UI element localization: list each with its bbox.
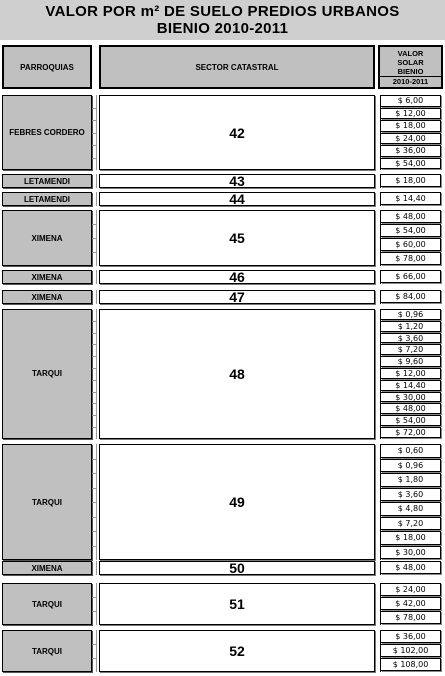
sector-catastral-cell: 48 — [99, 309, 375, 439]
row-guide-tick — [92, 224, 97, 225]
row-guide-tick — [92, 658, 97, 659]
parroquia-cell: XIMENA — [2, 270, 92, 284]
valor-cell: $ 4,80 — [381, 502, 441, 516]
valor-cell: $ 42,00 — [381, 597, 441, 610]
valor-cell: $ 84,00 — [381, 290, 441, 303]
header-valor-solar — [378, 45, 443, 89]
valor-cell: $ 36,00 — [381, 630, 441, 643]
parroquia-cell: LETAMENDI — [2, 192, 92, 206]
valor-cell: $ 72,00 — [381, 427, 441, 438]
row-guide — [92, 290, 97, 304]
valor-cell: $ 9,60 — [381, 356, 441, 367]
valor-cell: $ 66,00 — [381, 270, 441, 283]
valor-cell: $ 54,00 — [381, 158, 441, 170]
valor-cell: $ 54,00 — [381, 415, 441, 426]
row-guide-tick — [92, 488, 97, 489]
row-guide-tick — [92, 403, 97, 404]
valor-cell: $ 14,40 — [381, 380, 441, 391]
valor-cell: $ 24,00 — [381, 133, 441, 145]
row-guide-tick — [92, 392, 97, 393]
valor-cell: $ 1,20 — [381, 321, 441, 332]
valor-column-group — [380, 174, 441, 188]
row-guide-tick — [92, 333, 97, 334]
row-guide — [92, 174, 97, 188]
row-guide-tick — [92, 611, 97, 612]
valor-cell: $ 3,60 — [381, 488, 441, 502]
row-guide — [92, 583, 97, 625]
sector-catastral-cell: 50 — [99, 561, 375, 575]
header-valor-line: VALOR — [397, 48, 424, 58]
parroquia-cell: XIMENA — [2, 210, 92, 266]
header-sector-catastral: SECTOR CATASTRAL — [99, 45, 375, 89]
valor-column-group — [380, 95, 441, 170]
valor-cell: $ 3,60 — [381, 333, 441, 344]
valor-cell: $ 60,00 — [381, 238, 441, 251]
parroquia-cell: TARQUI — [2, 630, 92, 672]
sector-catastral-cell: 46 — [99, 270, 375, 284]
valor-cell: $ 7,20 — [381, 344, 441, 355]
row-guide-tick — [92, 120, 97, 121]
row-guide-tick — [92, 644, 97, 645]
row-guide-tick — [92, 356, 97, 357]
valor-column-group — [380, 290, 441, 304]
row-guide-tick — [92, 473, 97, 474]
valor-column-group — [380, 309, 441, 439]
row-guide — [92, 561, 97, 575]
valor-cell: $ 18,00 — [381, 531, 441, 545]
page-title — [0, 0, 445, 40]
valor-column-group — [380, 444, 441, 560]
row-guide-tick — [92, 158, 97, 159]
valor-cell: $ 1,80 — [381, 473, 441, 487]
sector-catastral-cell: 44 — [99, 192, 375, 206]
parroquia-cell: LETAMENDI — [2, 174, 92, 188]
sector-catastral-cell: 42 — [99, 95, 375, 170]
valor-cell: $ 108,00 — [381, 658, 441, 671]
valor-cell: $ 0,60 — [381, 444, 441, 458]
sector-catastral-cell: 52 — [99, 630, 375, 672]
row-guide-tick — [92, 459, 97, 460]
valor-cell: $ 14,40 — [381, 192, 441, 205]
valor-cell: $ 102,00 — [381, 644, 441, 657]
parroquia-cell: XIMENA — [2, 561, 92, 575]
valor-cell: $ 0,96 — [381, 459, 441, 473]
row-guide-tick — [92, 108, 97, 109]
valor-cell: $ 18,00 — [381, 120, 441, 132]
sector-catastral-cell: 49 — [99, 444, 375, 560]
header-valor-line: 2010-2011 — [380, 76, 441, 86]
valor-cell: $ 24,00 — [381, 583, 441, 596]
valor-cell: $ 30,00 — [381, 546, 441, 560]
sector-catastral-cell: 47 — [99, 290, 375, 304]
valor-cell: $ 78,00 — [381, 611, 441, 624]
parroquia-cell: FEBRES CORDERO — [2, 95, 92, 170]
valor-cell: $ 12,00 — [381, 368, 441, 379]
valor-cell: $ 18,00 — [381, 174, 441, 187]
row-guide-tick — [92, 133, 97, 134]
header-parroquias: PARROQUIAS — [2, 45, 92, 89]
valor-column-group — [380, 630, 441, 672]
row-guide — [92, 192, 97, 206]
valor-column-group — [380, 583, 441, 625]
sector-catastral-cell: 43 — [99, 174, 375, 188]
row-guide — [92, 309, 97, 439]
parroquia-cell: TARQUI — [2, 444, 92, 560]
sector-catastral-cell: 51 — [99, 583, 375, 625]
row-guide-tick — [92, 502, 97, 503]
title-line-2: BIENIO 2010-2011 — [156, 20, 289, 37]
row-guide-tick — [92, 145, 97, 146]
row-guide — [92, 444, 97, 560]
row-guide-tick — [92, 238, 97, 239]
row-guide-tick — [92, 344, 97, 345]
valor-cell: $ 7,20 — [381, 517, 441, 531]
row-guide — [92, 270, 97, 284]
parroquia-cell: XIMENA — [2, 290, 92, 304]
row-guide-tick — [92, 517, 97, 518]
valor-cell: $ 48,00 — [381, 210, 441, 223]
valor-cell: $ 30,00 — [381, 392, 441, 403]
valor-cell: $ 48,00 — [381, 561, 441, 574]
valor-cell: $ 78,00 — [381, 252, 441, 265]
parroquia-cell: TARQUI — [2, 309, 92, 439]
valor-column-group — [380, 561, 441, 575]
valor-cell: $ 54,00 — [381, 224, 441, 237]
row-guide-tick — [92, 597, 97, 598]
parroquia-cell: TARQUI — [2, 583, 92, 625]
title-line-1: VALOR POR m² DE SUELO PREDIOS URBANOS — [45, 3, 400, 20]
row-guide-tick — [92, 427, 97, 428]
row-guide — [92, 95, 97, 170]
sector-catastral-cell: 45 — [99, 210, 375, 266]
row-guide — [92, 630, 97, 672]
valor-column-group — [380, 270, 441, 284]
row-guide-tick — [92, 380, 97, 381]
row-guide-tick — [92, 546, 97, 547]
header-valor-line: BIENIO — [397, 66, 424, 76]
valor-column-group — [380, 210, 441, 266]
row-guide-tick — [92, 321, 97, 322]
valor-cell: $ 36,00 — [381, 145, 441, 157]
valor-cell: $ 12,00 — [381, 108, 441, 120]
header-valor-line: SOLAR — [397, 57, 424, 67]
row-guide-tick — [92, 368, 97, 369]
row-guide-tick — [92, 415, 97, 416]
valor-cell: $ 48,00 — [381, 403, 441, 414]
valor-column-group — [380, 192, 441, 206]
valor-cell: $ 0,96 — [381, 309, 441, 320]
row-guide-tick — [92, 252, 97, 253]
row-guide-tick — [92, 531, 97, 532]
row-guide — [92, 210, 97, 266]
valor-cell: $ 6,00 — [381, 95, 441, 107]
